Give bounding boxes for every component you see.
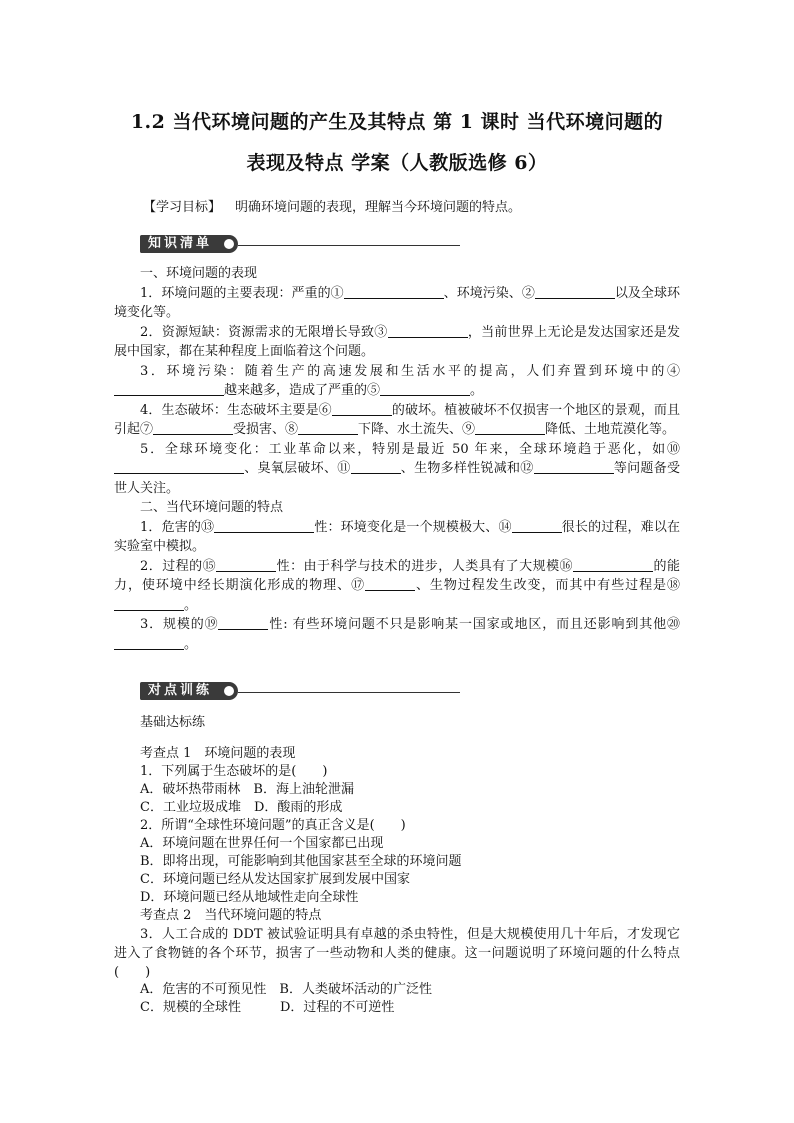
fill-blank[interactable] (216, 557, 276, 572)
text: 。 (184, 636, 198, 652)
section-rule (238, 692, 460, 693)
question-3: 3．人工合成的 DDT 被试验证明具有卓越的杀虫特性，但是大规模使用几十年后，才发现它进入了食物链的各个环节，损害了一些动物和人类的健康。这一问题说明了环境问题的什么特点( ) (114, 927, 680, 980)
text: 很长的过程，难以在实验室中模拟。 (114, 519, 680, 554)
text: 越来越多，造成了严重的⑤ (224, 383, 381, 398)
text: 性：环境变化是一个规模极大、⑭ (314, 519, 512, 535)
subheading: 一、环境问题的表现 (140, 266, 258, 281)
bullet-dot-icon (224, 239, 234, 249)
fill-blank[interactable] (218, 615, 268, 630)
fill-blank[interactable] (114, 459, 244, 474)
text: 性: 有些环境问题不只是影响某一国家或地区，而且还影响到其他⑳ (268, 617, 680, 632)
fill-blank[interactable] (380, 381, 470, 396)
objective-text: 明确环境问题的表现，理解当今环境问题的特点。 (235, 200, 522, 215)
question-3-options-ab[interactable]: A．危害的不可预见性 B．人类破坏活动的广泛性 (140, 982, 432, 997)
text: 降低、土地荒漠化等。 (545, 422, 676, 437)
fill-blank[interactable] (214, 518, 314, 533)
question-1-options-cd[interactable]: C．工业垃圾成堆 D．酸雨的形成 (140, 800, 343, 815)
text: 下降、水土流失、⑨ (358, 422, 476, 437)
fill-blank[interactable] (114, 596, 184, 611)
text: 。 (470, 383, 484, 398)
text: 2．过程的⑮ (140, 558, 217, 574)
question-2-option-c[interactable]: C．环境问题已经从发达国家扩展到发展中国家 (140, 872, 410, 887)
doc-title-line2: 表现及特点 学案（人教版选修 6） (246, 152, 548, 174)
text: 的破坏。植被破坏不仅损害一个地区的景观，而且引起⑦ (114, 402, 680, 437)
question-1: 1．下列属于生态破坏的是( ) (140, 764, 328, 779)
learning-objective (143, 196, 521, 215)
knowledge-block (114, 264, 680, 654)
check-point-1: 考查点 1 环境问题的表现 (140, 746, 296, 761)
text: 4．生态破坏：生态破坏主要是⑥ (140, 402, 332, 418)
fill-blank[interactable] (114, 381, 224, 396)
text: 性：由于科学与技术的进步，人类具有了大规模⑯ (276, 558, 574, 574)
section-header-knowledge (140, 235, 460, 255)
fill-blank[interactable] (475, 420, 545, 435)
question-2-option-b[interactable]: B．即将出现，可能影响到其他国家甚至全球的环境问题 (140, 854, 462, 869)
text: 、臭氧层破坏、⑪ (244, 461, 351, 476)
fill-blank[interactable] (298, 420, 358, 435)
fill-blank[interactable] (512, 518, 562, 533)
text: 1．环境问题的主要表现：严重的① (140, 285, 344, 301)
text: 5．全球环境变化：工业革命以来，特别是最近 50 年来，全球环境趋于恶化，如⑩ (140, 441, 680, 457)
text: 2．资源短缺：资源需求的无限增长导致③ (140, 324, 388, 340)
section-label: 对点训练 (140, 682, 238, 700)
text: ，当前世界上无论是发达国家还是发展中国家，都在某种程度上面临着这个问题。 (114, 324, 680, 359)
text: 3．环境污染：随着生产的高速发展和生活水平的提高，人们弃置到环境中的④ (140, 363, 680, 379)
text: 3．规模的⑲ (140, 617, 219, 632)
question-2-option-a[interactable]: A．环境问题在世界任何一个国家都已出现 (140, 836, 384, 851)
text: 、环境污染、② (443, 285, 535, 301)
section-rule (238, 245, 460, 246)
basic-practice-label: 基础达标练 (140, 715, 206, 730)
bullet-dot-icon (224, 686, 234, 696)
subheading: 二、当代环境问题的特点 (140, 500, 284, 515)
text: 、生物过程发生改变，而其中有些过程是⑱ (415, 578, 680, 593)
question-3-options-cd[interactable]: C．规模的全球性 D．过程的不可逆性 (140, 1000, 395, 1015)
fill-blank[interactable] (365, 576, 415, 591)
fill-blank[interactable] (535, 284, 615, 299)
question-2-option-d[interactable]: D．环境问题已经从地域性走向全球性 (140, 890, 359, 905)
question-1-options-ab[interactable]: A．破坏热带雨林 B．海上油轮泄漏 (140, 782, 354, 797)
text: 、生物多样性锐减和⑫ (400, 461, 534, 476)
text: 等问题备受世人关注。 (114, 461, 680, 496)
fill-blank[interactable] (534, 459, 614, 474)
fill-blank[interactable] (114, 635, 184, 650)
fill-blank[interactable] (344, 284, 444, 299)
text: 以及全球环境变化等。 (114, 285, 680, 320)
fill-blank[interactable] (573, 557, 653, 572)
fill-blank[interactable] (332, 401, 392, 416)
section-label: 知识清单 (140, 235, 238, 253)
doc-title-line1: 1.2 当代环境问题的产生及其特点 第 1 课时 当代环境问题的 (130, 111, 664, 133)
text: 受损害、⑧ (233, 422, 299, 437)
section-header-practice (140, 682, 460, 702)
fill-blank[interactable] (153, 420, 233, 435)
fill-blank[interactable] (388, 323, 468, 338)
fill-blank[interactable] (351, 459, 401, 474)
check-point-2: 考查点 2 当代环境问题的特点 (140, 908, 322, 923)
text: 的能力，使环境中经长期演化形成的物理、⑰ (114, 558, 680, 593)
objective-tag: 【学习目标】 (143, 200, 222, 215)
question-2: 2．所谓“全球性环境问题”的真正含义是( ) (140, 818, 406, 833)
text: 。 (184, 597, 198, 613)
text: 1．危害的⑬ (140, 519, 215, 535)
